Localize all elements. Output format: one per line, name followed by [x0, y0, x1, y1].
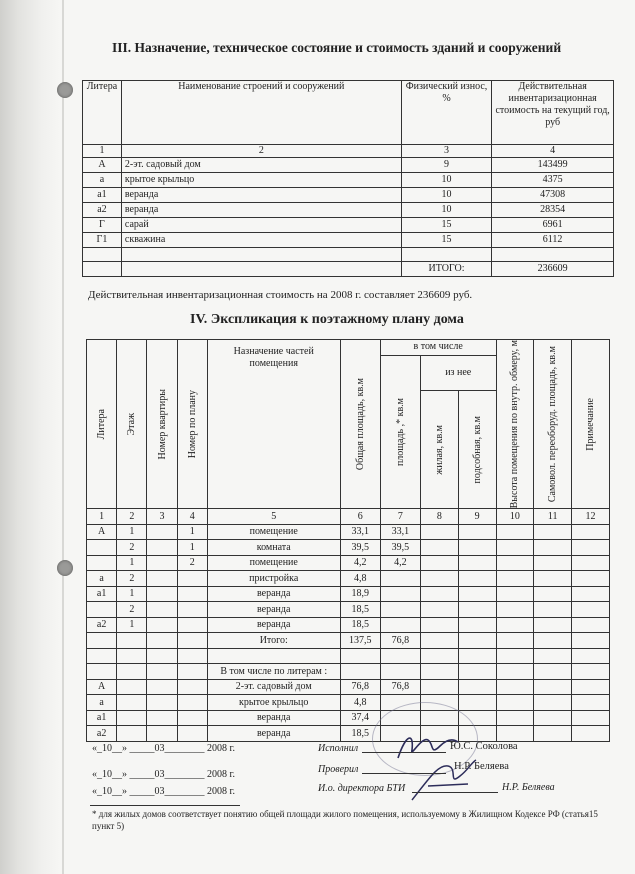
- cell-floor: [117, 648, 147, 664]
- cell-empty: [420, 586, 458, 602]
- cell-empty: [458, 695, 496, 711]
- cell-floor: [117, 664, 147, 680]
- cell-empty: [534, 695, 572, 711]
- table-row: [83, 203, 614, 218]
- table-row: [87, 555, 610, 571]
- cell-lit: [87, 648, 117, 664]
- cell-plan: [177, 695, 207, 711]
- cell-apt: [147, 571, 177, 587]
- cell-empty: [534, 602, 572, 618]
- cell-name: 2-эт. садовый дом: [121, 158, 401, 173]
- cell-apt: [147, 524, 177, 540]
- page-left-shadow: [0, 0, 60, 874]
- cell-purpose: 2-эт. садовый дом: [207, 679, 340, 695]
- cell-empty: [534, 679, 572, 695]
- cell-empty: [572, 633, 610, 649]
- cell-plan: [177, 710, 207, 726]
- table-row: [83, 233, 614, 248]
- cell-empty: [572, 602, 610, 618]
- cell-total: 18,9: [340, 586, 380, 602]
- cell-empty: [496, 540, 534, 556]
- table-row: [87, 633, 610, 649]
- col-number: 12: [572, 509, 610, 525]
- header-apt: Номер квартиры: [147, 340, 177, 509]
- col-number: 2: [121, 145, 401, 158]
- cell-empty: [420, 524, 458, 540]
- cell-apt: [147, 540, 177, 556]
- table-row: [87, 664, 610, 680]
- col-number: 10: [496, 509, 534, 525]
- col-number: 1: [87, 509, 117, 525]
- cell-floor: 2: [117, 602, 147, 618]
- cell-total: 76,8: [340, 679, 380, 695]
- cell-apt: [147, 602, 177, 618]
- section4-title: IV. Экспликация к поэтажному плану дома: [190, 312, 464, 327]
- cell-plan: [177, 648, 207, 664]
- cell-empty: [496, 555, 534, 571]
- checker-sign-line: [362, 773, 446, 774]
- cell-lit: а1: [87, 586, 117, 602]
- table-row: [87, 586, 610, 602]
- header-floor: Этаж: [117, 340, 147, 509]
- date-director: «_10__» _____03________ 2008 г.: [92, 786, 235, 797]
- col-number: 3: [401, 145, 492, 158]
- total-value: 236609: [492, 262, 614, 277]
- floor-plan-rows: [87, 524, 610, 741]
- cell-lit: [87, 540, 117, 556]
- cell-empty: [572, 555, 610, 571]
- cell-purpose: [207, 648, 340, 664]
- cell-empty: [572, 524, 610, 540]
- cell-purpose: веранда: [207, 586, 340, 602]
- cell-empty: [420, 571, 458, 587]
- cell-empty: [534, 571, 572, 587]
- cell-floor: 2: [117, 540, 147, 556]
- cell-empty: [496, 617, 534, 633]
- cell-purpose: крытое крыльцо: [207, 695, 340, 711]
- cell-apt: [147, 648, 177, 664]
- cell-empty: [496, 664, 534, 680]
- cell-empty: [458, 571, 496, 587]
- cell-floor: 1: [117, 617, 147, 633]
- buildings-table: [82, 80, 614, 277]
- cell-floor: [117, 710, 147, 726]
- cell-lit: а2: [87, 617, 117, 633]
- cell-lit: [87, 555, 117, 571]
- cell-floor: 1: [117, 555, 147, 571]
- cell-empty: [458, 664, 496, 680]
- cell-empty: [458, 617, 496, 633]
- cell-area: [380, 586, 420, 602]
- col-number: 6: [340, 509, 380, 525]
- floor-plan-table: [86, 339, 610, 742]
- footnote-rule: [90, 805, 240, 806]
- cell-lit: а1: [87, 710, 117, 726]
- executor-label: Исполнил: [318, 743, 359, 754]
- cell-total: 4,8: [340, 695, 380, 711]
- cell-area: 4,2: [380, 555, 420, 571]
- cell-wear: 10: [401, 188, 492, 203]
- col-number: 11: [534, 509, 572, 525]
- cell-cost: 6112: [492, 233, 614, 248]
- cell-name: крытое крыльцо: [121, 173, 401, 188]
- cell-purpose: веранда: [207, 726, 340, 742]
- cell-empty: [572, 726, 610, 742]
- cell-total: 18,5: [340, 617, 380, 633]
- cell-lit: [87, 602, 117, 618]
- col-number: 8: [420, 509, 458, 525]
- header-area-star: площадь ,* кв.м: [380, 355, 420, 509]
- cell-floor: [117, 633, 147, 649]
- cell-plan: [177, 664, 207, 680]
- cell-empty: [420, 555, 458, 571]
- table-row: [87, 602, 610, 618]
- cell-litera: Г1: [83, 233, 122, 248]
- cell-cost: 4375: [492, 173, 614, 188]
- total-row: [83, 262, 614, 277]
- cell-purpose: помещение: [207, 524, 340, 540]
- executor-sign-line: [362, 752, 446, 753]
- date-checker: «_10__» _____03________ 2008 г.: [92, 769, 235, 780]
- cell-empty: [458, 633, 496, 649]
- cell-total: 18,5: [340, 602, 380, 618]
- cell-purpose: пристройка: [207, 571, 340, 587]
- table-row: [87, 571, 610, 587]
- cell-empty: [572, 664, 610, 680]
- header-note: Примечание: [572, 340, 610, 509]
- cell-purpose: веранда: [207, 602, 340, 618]
- header-height: Высота помещения по внутр. обмеру, м: [496, 340, 534, 509]
- cell-empty: [420, 540, 458, 556]
- director-name: Н.Р. Беляева: [502, 782, 555, 793]
- cell-total: 18,5: [340, 726, 380, 742]
- cell-lit: А: [87, 524, 117, 540]
- cell-purpose: комната: [207, 540, 340, 556]
- checker-name: Н.Р. Беляева: [454, 761, 509, 772]
- cell-cost: 28354: [492, 203, 614, 218]
- header-name: Наименование строений и сооружений: [121, 81, 401, 145]
- cell-apt: [147, 710, 177, 726]
- cell-empty: [496, 679, 534, 695]
- cell-apt: [147, 617, 177, 633]
- col-number: 1: [83, 145, 122, 158]
- cell-lit: А: [87, 679, 117, 695]
- cell-area: 76,8: [380, 679, 420, 695]
- cell-lit: [87, 633, 117, 649]
- cell-floor: 2: [117, 571, 147, 587]
- cell-plan: [177, 586, 207, 602]
- cell-empty: [572, 679, 610, 695]
- cell-wear: 15: [401, 218, 492, 233]
- cell-empty: [496, 571, 534, 587]
- director-sign-line: [412, 792, 498, 793]
- cell-area: 33,1: [380, 524, 420, 540]
- header-plan: Номер по плану: [177, 340, 207, 509]
- header-self-area: Самовол. переоборуд. площадь, кв.м: [534, 340, 572, 509]
- cell-plan: [177, 633, 207, 649]
- cell-lit: а: [87, 571, 117, 587]
- table-row: [83, 188, 614, 203]
- cell-empty: [534, 726, 572, 742]
- cell-empty: [420, 664, 458, 680]
- cell-empty: [534, 664, 572, 680]
- cell-lit: а2: [87, 726, 117, 742]
- header-total-area: Общая площадь, кв.м: [340, 340, 380, 509]
- cell-purpose: Итого:: [207, 633, 340, 649]
- cell-plan: [177, 726, 207, 742]
- cell-total: 4,8: [340, 571, 380, 587]
- table-row: [87, 679, 610, 695]
- cell-apt: [147, 555, 177, 571]
- checker-label: Проверил: [318, 764, 359, 775]
- cell-empty: [534, 617, 572, 633]
- date-executor: «_10__» _____03________ 2008 г.: [92, 743, 235, 754]
- cell-empty: [458, 540, 496, 556]
- cell-name: веранда: [121, 188, 401, 203]
- table-row: [87, 617, 610, 633]
- cell-empty: [420, 648, 458, 664]
- cell-wear: 9: [401, 158, 492, 173]
- cell-empty: [420, 617, 458, 633]
- cell-purpose: помещение: [207, 555, 340, 571]
- header-of-them: из нее: [420, 355, 496, 391]
- cell-empty: [420, 633, 458, 649]
- cell-apt: [147, 586, 177, 602]
- col-number: 9: [458, 509, 496, 525]
- cell-plan: 2: [177, 555, 207, 571]
- table-row: [87, 695, 610, 711]
- cell-plan: [177, 617, 207, 633]
- summary-text: Действительная инвентаризационная стоимость на 2008 г. составляет 236609 руб.: [88, 289, 473, 301]
- cell-litera: Г: [83, 218, 122, 233]
- cell-total: 4,2: [340, 555, 380, 571]
- cell-empty: [534, 586, 572, 602]
- punch-hole-top: [57, 82, 73, 98]
- cell-apt: [147, 633, 177, 649]
- cell-empty: [458, 524, 496, 540]
- cell-apt: [147, 679, 177, 695]
- cell-plan: 1: [177, 524, 207, 540]
- cell-purpose: веранда: [207, 710, 340, 726]
- header-living: жилая, кв.м: [420, 391, 458, 509]
- cell-empty: [534, 555, 572, 571]
- total-label: ИТОГО:: [401, 262, 492, 277]
- cell-empty: [534, 633, 572, 649]
- table-row: [83, 158, 614, 173]
- cell-wear: 15: [401, 233, 492, 248]
- cell-empty: [572, 695, 610, 711]
- cell-empty: [572, 617, 610, 633]
- cell-total: 39,5: [340, 540, 380, 556]
- cell-empty: [496, 695, 534, 711]
- table-row: [87, 648, 610, 664]
- header-aux: подсобная, кв.м: [458, 391, 496, 509]
- cell-area: [380, 648, 420, 664]
- cell-cost: 143499: [492, 158, 614, 173]
- cell-empty: [458, 602, 496, 618]
- cell-floor: [117, 726, 147, 742]
- cell-total: 137,5: [340, 633, 380, 649]
- cell-area: [380, 602, 420, 618]
- cell-litera: а2: [83, 203, 122, 218]
- header-litera: Литера: [87, 340, 117, 509]
- cell-lit: [87, 664, 117, 680]
- table-row: [87, 710, 610, 726]
- cell-apt: [147, 695, 177, 711]
- cell-total: [340, 648, 380, 664]
- cell-area: 39,5: [380, 540, 420, 556]
- executor-name: Ю.С. Соколова: [450, 741, 518, 752]
- cell-floor: [117, 695, 147, 711]
- cell-empty: [458, 555, 496, 571]
- table-row: [83, 173, 614, 188]
- col-number: 5: [207, 509, 340, 525]
- cell-area: [380, 664, 420, 680]
- cell-litera: а1: [83, 188, 122, 203]
- cell-empty: [534, 524, 572, 540]
- header-cost: Действительная инвентаризационная стоимость на текущий год, руб: [492, 81, 614, 145]
- cell-wear: 10: [401, 173, 492, 188]
- cell-plan: [177, 571, 207, 587]
- cell-area: [380, 571, 420, 587]
- cell-plan: 1: [177, 540, 207, 556]
- col-number: 3: [147, 509, 177, 525]
- cell-empty: [458, 679, 496, 695]
- punch-hole-bottom: [57, 560, 73, 576]
- cell-empty: [420, 679, 458, 695]
- cell-litera: а: [83, 173, 122, 188]
- cell-empty: [572, 710, 610, 726]
- header-including: в том числе: [380, 340, 496, 356]
- cell-empty: [458, 648, 496, 664]
- director-label: И.о. директора БТИ: [318, 783, 406, 794]
- cell-purpose: В том числе по литерам :: [207, 664, 340, 680]
- cell-empty: [572, 648, 610, 664]
- header-litera: Литера: [83, 81, 122, 145]
- cell-total: 33,1: [340, 524, 380, 540]
- col-number: 4: [177, 509, 207, 525]
- cell-area: 76,8: [380, 633, 420, 649]
- cell-empty: [534, 648, 572, 664]
- col-number: 2: [117, 509, 147, 525]
- cell-litera: А: [83, 158, 122, 173]
- header-purpose: Назначение частей помещения: [207, 340, 340, 509]
- cell-name: скважина: [121, 233, 401, 248]
- cell-empty: [534, 540, 572, 556]
- footnote: * для жилых домов соответствует понятию общей площади жилого помещения, используемому в Жилищном Кодексе РФ (статья15 пункт 5): [92, 809, 598, 831]
- cell-plan: [177, 679, 207, 695]
- cell-cost: 6961: [492, 218, 614, 233]
- col-number: 7: [380, 509, 420, 525]
- cell-floor: [117, 679, 147, 695]
- cell-floor: 1: [117, 524, 147, 540]
- col-number: 4: [492, 145, 614, 158]
- cell-empty: [534, 710, 572, 726]
- cell-cost: 47308: [492, 188, 614, 203]
- cell-name: сарай: [121, 218, 401, 233]
- cell-plan: [177, 602, 207, 618]
- cell-empty: [496, 602, 534, 618]
- section3-title: III. Назначение, техническое состояние и стоимость зданий и сооружений: [112, 40, 562, 55]
- cell-empty: [496, 524, 534, 540]
- cell-total: [340, 664, 380, 680]
- table-row: [87, 540, 610, 556]
- cell-empty: [420, 602, 458, 618]
- page-fold-line: [62, 0, 64, 874]
- cell-empty: [496, 710, 534, 726]
- table-row: [83, 218, 614, 233]
- cell-empty: [572, 540, 610, 556]
- table-row-empty: [83, 248, 614, 262]
- cell-empty: [572, 571, 610, 587]
- table-row: [87, 726, 610, 742]
- cell-empty: [572, 586, 610, 602]
- cell-floor: 1: [117, 586, 147, 602]
- table-row: [87, 524, 610, 540]
- cell-empty: [496, 726, 534, 742]
- cell-empty: [496, 648, 534, 664]
- cell-apt: [147, 726, 177, 742]
- cell-purpose: веранда: [207, 617, 340, 633]
- header-wear: Физический износ, %: [401, 81, 492, 145]
- cell-empty: [458, 586, 496, 602]
- cell-empty: [496, 586, 534, 602]
- cell-wear: 10: [401, 203, 492, 218]
- cell-name: веранда: [121, 203, 401, 218]
- cell-total: 37,4: [340, 710, 380, 726]
- cell-empty: [496, 633, 534, 649]
- cell-area: [380, 617, 420, 633]
- cell-lit: а: [87, 695, 117, 711]
- cell-apt: [147, 664, 177, 680]
